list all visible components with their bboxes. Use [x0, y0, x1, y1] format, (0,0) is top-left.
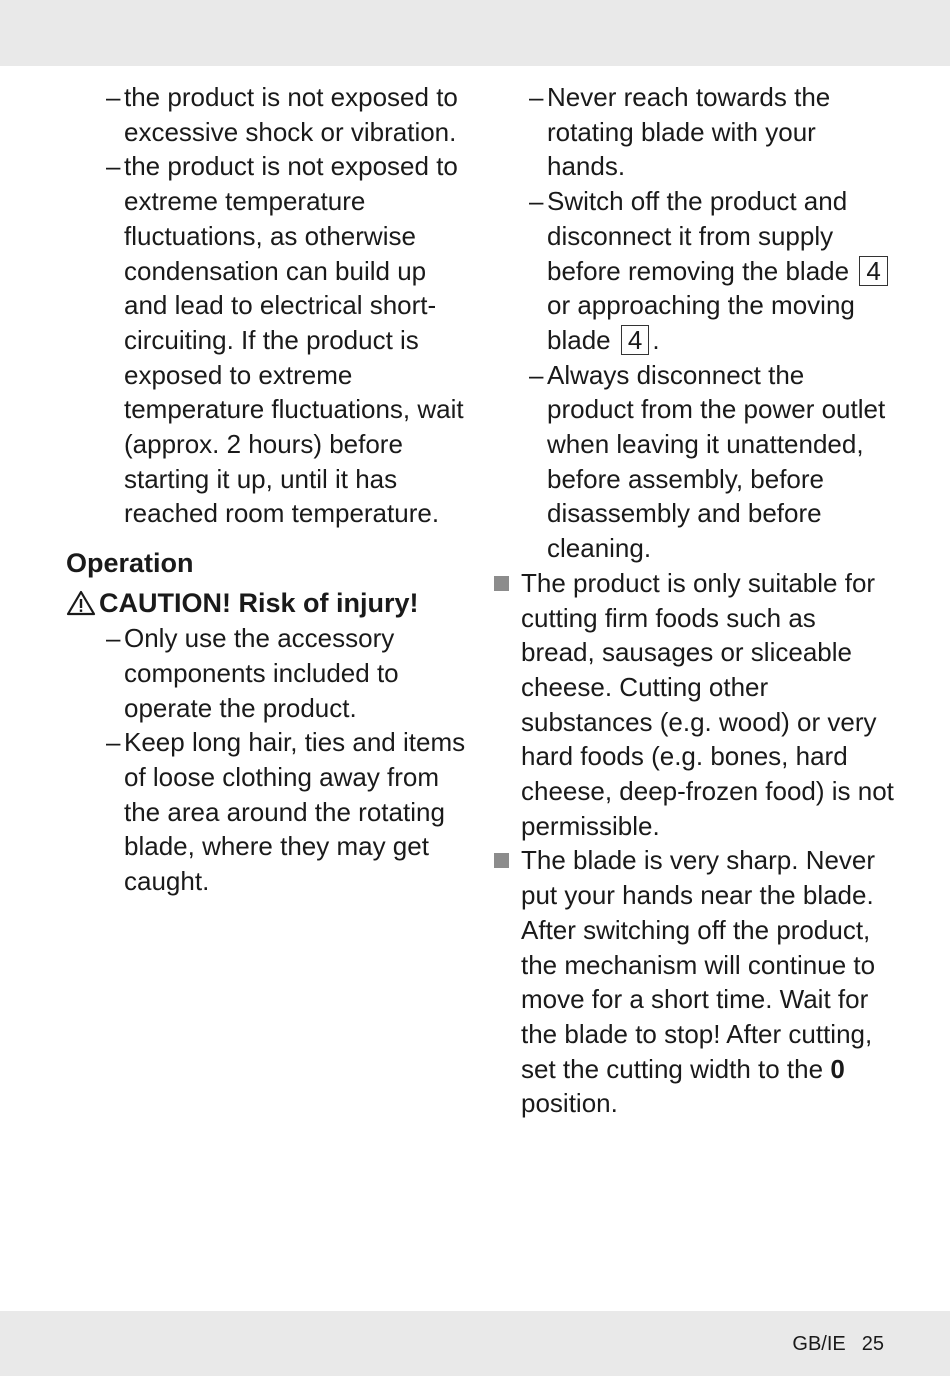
dash-marker: – — [106, 151, 121, 182]
dash-marker: – — [529, 186, 544, 217]
list-item — [494, 184, 894, 358]
square-bullet-icon — [494, 853, 509, 868]
bullet-text: The blade is very sharp. Never put your hands near the blade. After switching off the product, the mechanism will continue to move for a short time. Wait for the blade to stop! After cutting, set the cutting width to the — [521, 845, 876, 1084]
list-item — [66, 725, 466, 899]
list-item — [494, 80, 894, 184]
list-item-text: the product is not exposed to excessive shock or vibration. — [124, 82, 458, 147]
list-item — [66, 80, 466, 149]
list-item-text: Never reach towards the rotating blade with your hands. — [547, 82, 831, 182]
list-item-text: Switch off the product and disconnect it from supply before removing the blade — [547, 186, 850, 286]
list-item-text: . — [652, 324, 660, 355]
dash-marker: – — [106, 623, 121, 654]
dash-marker: – — [106, 727, 121, 758]
part-reference-box: 4 — [621, 325, 649, 355]
part-reference-box: 4 — [859, 256, 887, 286]
list-item — [66, 149, 466, 531]
caution-heading — [66, 585, 466, 621]
list-item-text: or approaching the moving blade — [547, 290, 855, 355]
header-band — [0, 0, 950, 66]
caution-text: CAUTION! Risk of injury! — [99, 588, 419, 619]
bullet-item — [494, 566, 894, 844]
dash-marker: – — [106, 82, 121, 112]
bullet-item — [494, 843, 894, 1121]
dash-marker: – — [529, 359, 544, 390]
zero-position-label: 0 — [830, 1053, 845, 1084]
list-item-text: Always disconnect the product from the power outlet when leaving it unattended, before assembly, before disassembly and before cleaning. — [547, 359, 886, 564]
page-footer — [792, 1330, 884, 1358]
list-item — [494, 358, 894, 566]
warning-triangle-icon — [66, 589, 96, 617]
left-column — [66, 80, 466, 899]
bullet-text: position. — [521, 1088, 618, 1119]
list-item-text: Keep long hair, ties and items of loose clothing away from the area around the rotating blade, where they may get caught. — [124, 727, 466, 897]
language-code: GB/IE — [792, 1333, 846, 1355]
right-column — [494, 80, 894, 1121]
bullet-text: The product is only suitable for cutting firm foods such as bread, sausages or sliceable cheese. Cutting other substances (e.g. wood) or very hard foods (e.g. bones, hard cheese, deep-frozen food) is not permissible. — [521, 567, 894, 841]
square-bullet-icon — [494, 576, 509, 591]
list-item-text: the product is not exposed to extreme temperature fluctuations, as otherwise condensation can build up and lead to electrical short-circuiting. If the product is exposed to extreme temperature fluctuations, wait (approx. 2 hours) before starting it up, until it has reached room temperature. — [124, 151, 464, 529]
dash-marker: – — [529, 82, 544, 112]
list-item — [66, 621, 466, 725]
page-number: 25 — [861, 1333, 884, 1355]
list-item-text: Only use the accessory components included to operate the product. — [124, 623, 399, 723]
section-heading: Operation — [66, 548, 194, 579]
